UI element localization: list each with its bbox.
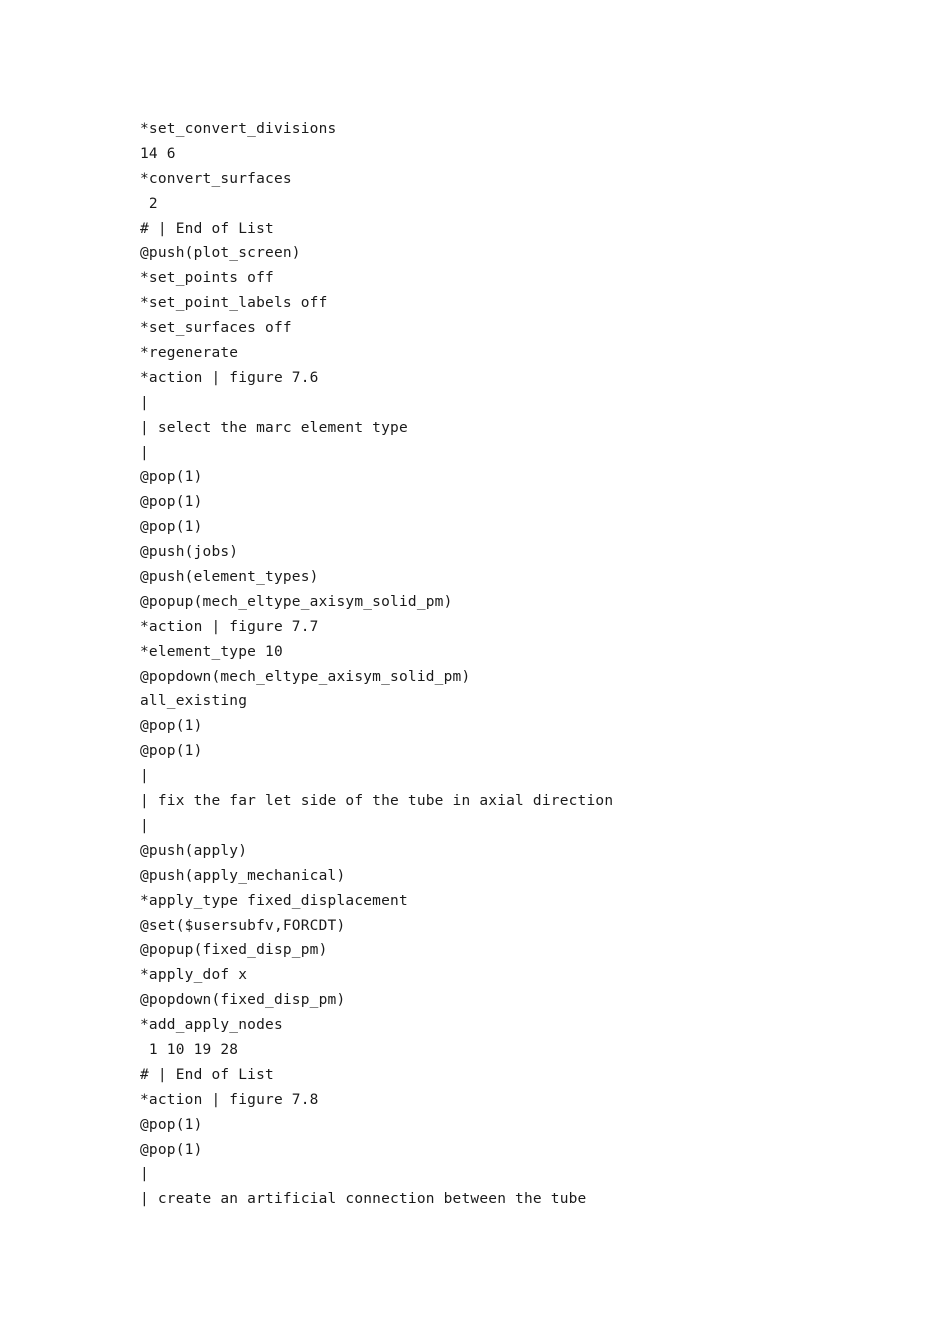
code-line: @popdown(mech_eltype_axisym_solid_pm)	[140, 668, 471, 685]
code-line: *add_apply_nodes	[140, 1017, 283, 1034]
code-line: @popup(fixed_disp_pm)	[140, 942, 328, 959]
code-line: @pop(1)	[140, 1141, 203, 1158]
code-line: *apply_dof x	[140, 967, 248, 984]
code-line: @pop(1)	[140, 1116, 203, 1133]
code-line: @push(jobs)	[140, 544, 239, 561]
code-line: all_existing	[140, 693, 248, 710]
code-line: |	[140, 768, 149, 785]
code-line: @pop(1)	[140, 494, 203, 511]
code-line: *set_surfaces off	[140, 320, 292, 337]
code-line: | fix the far let side of the tube in axial direction	[140, 793, 614, 810]
code-line: @pop(1)	[140, 718, 203, 735]
code-line: *action | figure 7.7	[140, 618, 319, 635]
code-line: *set_points off	[140, 270, 274, 287]
code-line: *element_type 10	[140, 643, 283, 660]
code-line: @push(plot_screen)	[140, 245, 301, 262]
code-line: *set_point_labels off	[140, 295, 328, 312]
code-line: @popdown(fixed_disp_pm)	[140, 992, 346, 1009]
code-line: |	[140, 817, 149, 834]
code-line: @pop(1)	[140, 519, 203, 536]
code-line: |	[140, 444, 149, 461]
code-line: *convert_surfaces	[140, 170, 292, 187]
code-line: *set_convert_divisions	[140, 121, 337, 137]
code-line: @push(apply)	[140, 842, 248, 859]
code-line: *action | figure 7.6	[140, 369, 319, 386]
code-line: | create an artificial connection between the tube	[140, 1191, 587, 1208]
code-line: # | End of List	[140, 220, 274, 237]
code-line: *regenerate	[140, 345, 239, 362]
code-line: *action | figure 7.8	[140, 1091, 319, 1108]
code-line: *apply_type fixed_displacement	[140, 892, 408, 909]
code-line: @push(element_types)	[140, 569, 319, 586]
code-line: @popup(mech_eltype_axisym_solid_pm)	[140, 593, 453, 610]
code-line: @push(apply_mechanical)	[140, 867, 346, 884]
code-line: 2	[140, 195, 158, 212]
code-line: @pop(1)	[140, 469, 203, 486]
code-line: |	[140, 1166, 149, 1183]
code-line: |	[140, 394, 149, 411]
code-line: # | End of List	[140, 1066, 274, 1083]
code-line: @set($usersubfv,FORCDT)	[140, 917, 346, 934]
code-line: 14 6	[140, 145, 176, 162]
code-line: | select the marc element type	[140, 419, 408, 436]
code-line: 1 10 19 28	[140, 1041, 239, 1058]
code-listing	[140, 117, 613, 1212]
code-line: @pop(1)	[140, 743, 203, 760]
